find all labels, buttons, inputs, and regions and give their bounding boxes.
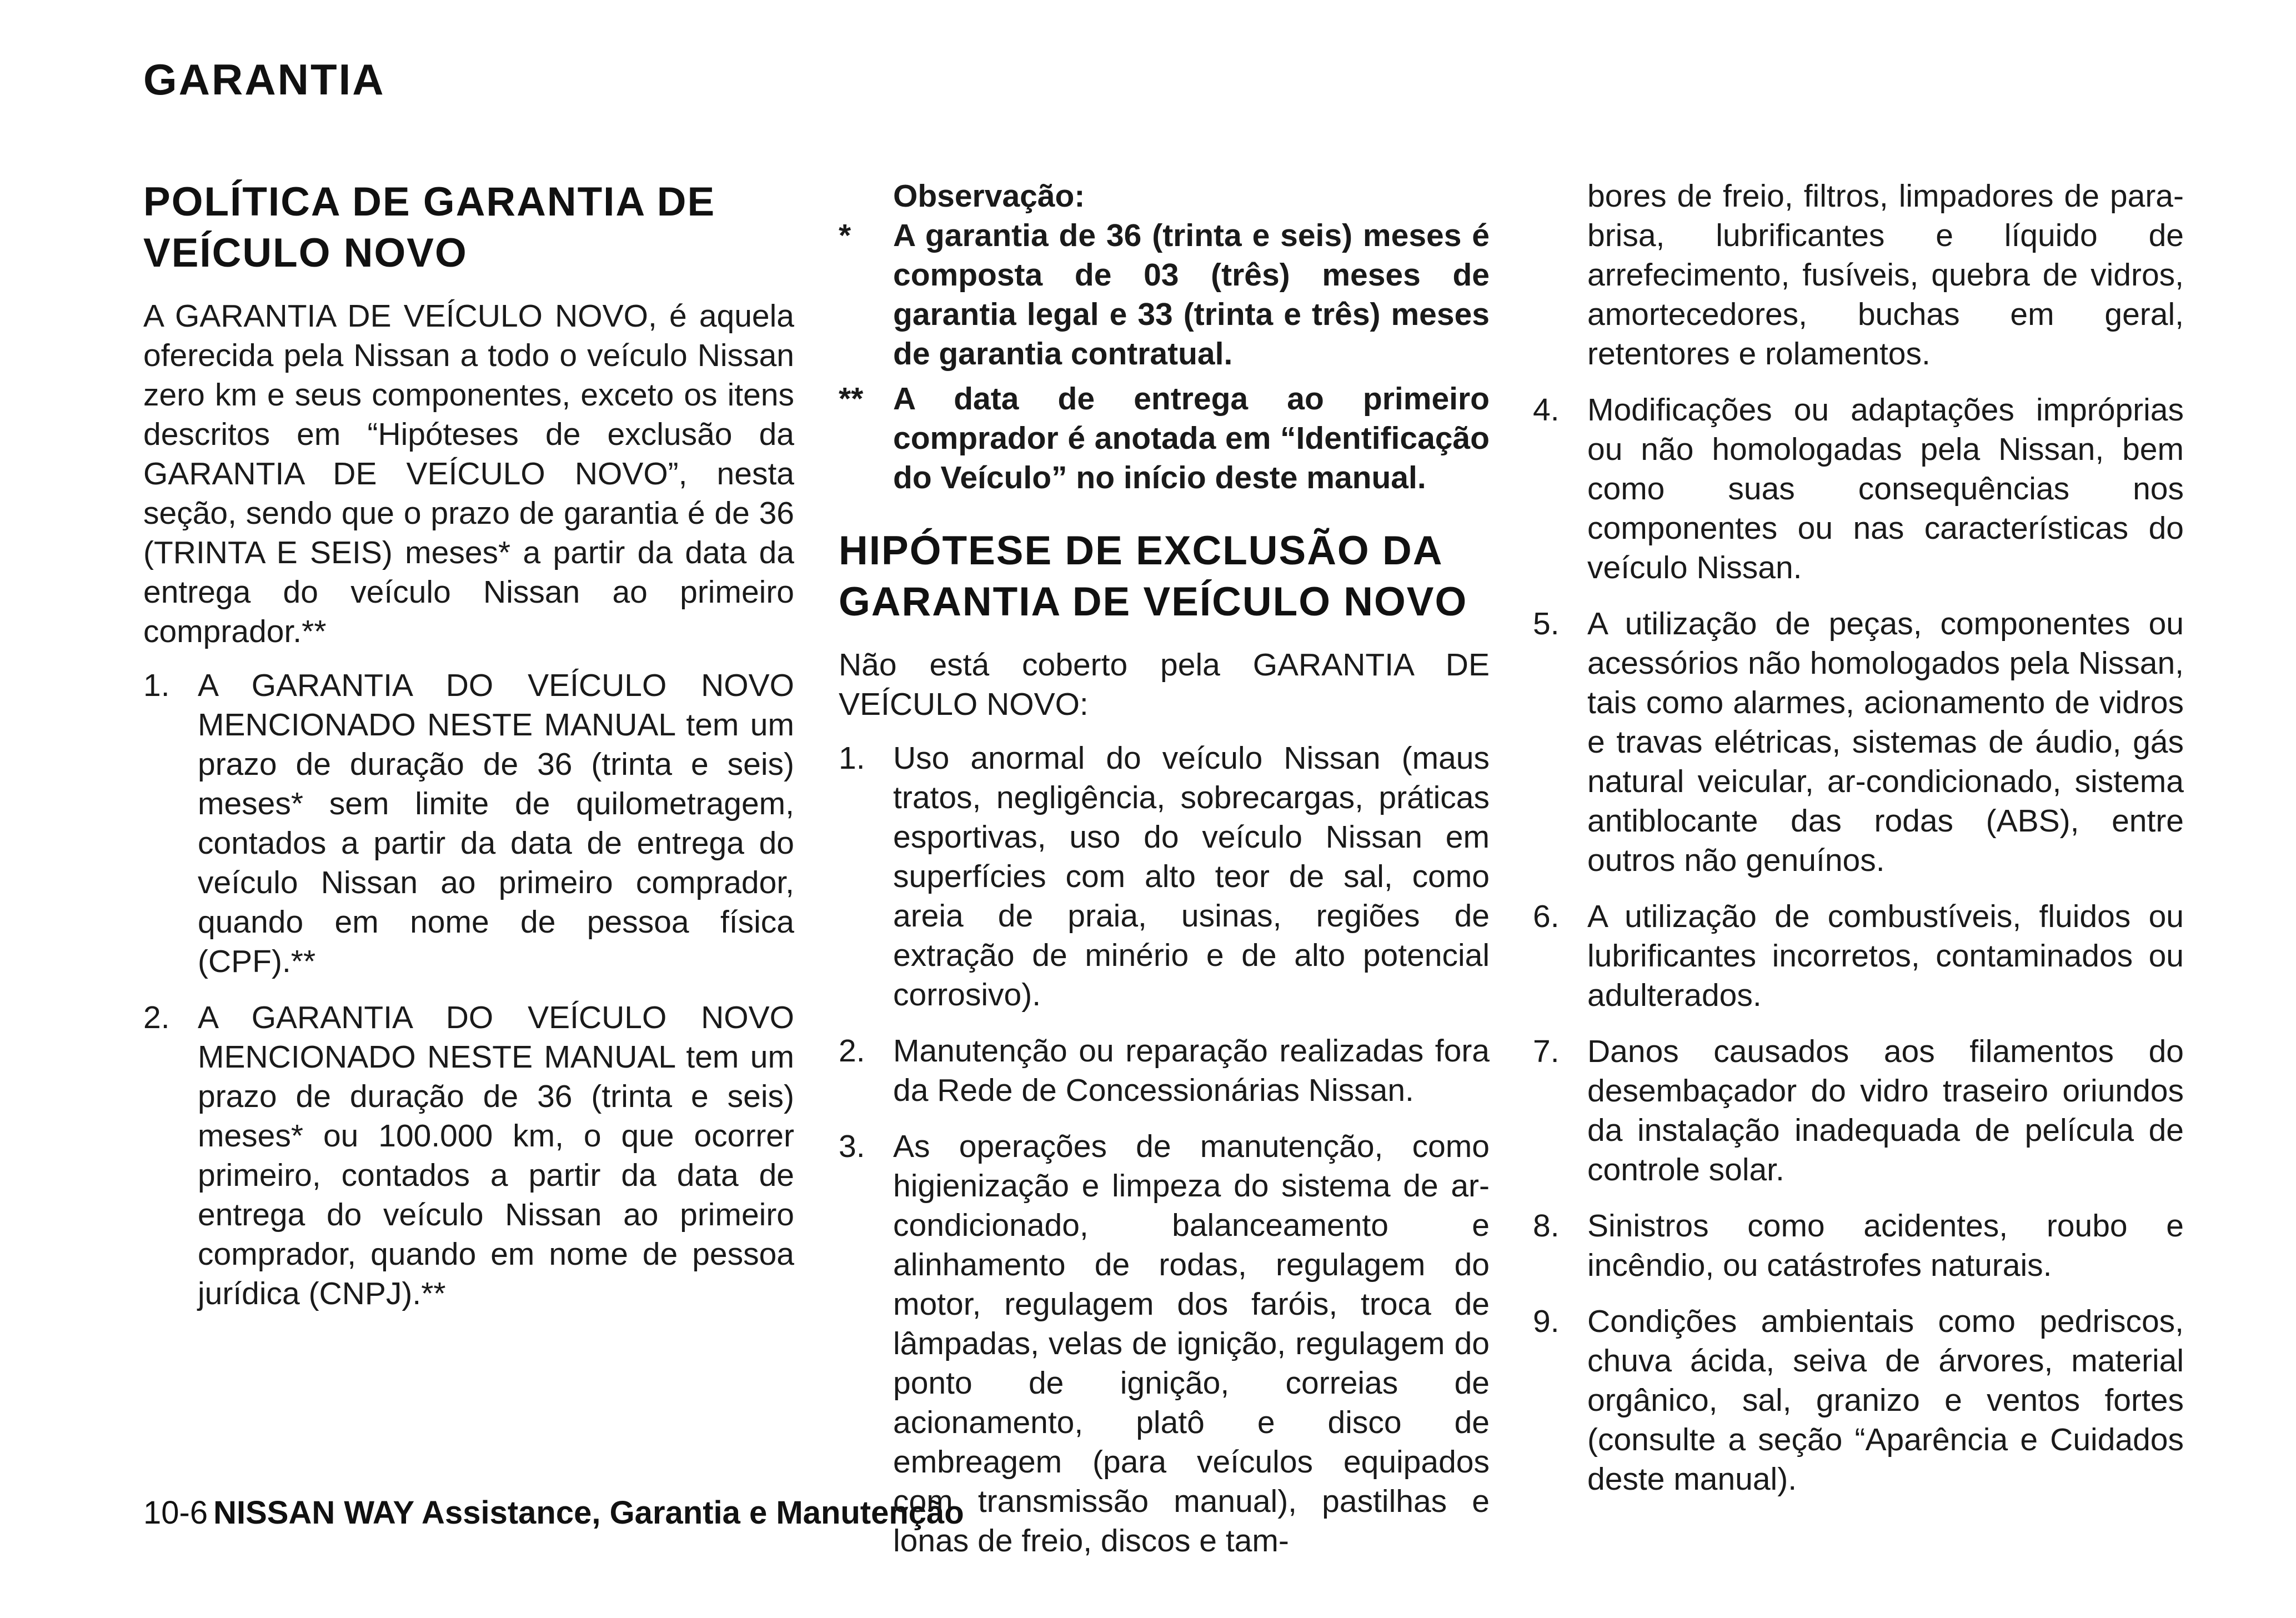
exclusion-heading: HIPÓTESE DE EXCLUSÃO DA GARANTIA DE VEÍCULO NOVO (839, 528, 1468, 624)
page-number: 10-6 (143, 1495, 208, 1531)
item-text: A utilização de combustíveis, fluidos ou lubrificantes incorretos, contaminados ou adulterados. (1587, 899, 2184, 1013)
item-text: Uso anormal do veículo Nissan (maus tratos, negligência, sobrecargas, práticas esportivas, uso do veículo Nissan em superfícies com alto teor de sal, como areia de praia, usinas, regiões de extração de minério e de alto potencial corrosivo). (893, 740, 1490, 1013)
item-number: 9. (1533, 1304, 1560, 1339)
item-number: 2. (839, 1033, 865, 1069)
list-item (839, 1031, 1490, 1110)
policy-intro: A GARANTIA DE VEÍCULO NOVO, é aquela oferecida pela Nissan a todo o veículo Nissan zero km e seus componentes, exceto os itens descritos em “Hipóteses de exclusão da GARANTIA DE VEÍCULO NOVO”, nesta seção, sendo que o prazo de garantia é de 36 (TRINTA E SEIS) meses* a partir da data da entrega do veículo Nissan ao primeiro comprador.** (143, 298, 794, 649)
list-item (1533, 1206, 2184, 1285)
item-number: 4. (1533, 392, 1560, 428)
note-text: A data de entrega ao primeiro comprador é anotada em “Identificação do Veículo” no início deste manual. (893, 381, 1490, 495)
column-1 (143, 177, 794, 1330)
list-item (143, 998, 794, 1314)
list-item (1533, 1302, 2184, 1499)
item-number: 8. (1533, 1208, 1560, 1244)
item-text: Sinistros como acidentes, roubo e incêndio, ou catástrofes naturais. (1587, 1208, 2184, 1283)
item-number: 1. (143, 668, 170, 703)
column-2 (839, 177, 1490, 1577)
list-item (1533, 390, 2184, 588)
list-item (143, 666, 794, 981)
column-3 (1533, 177, 2184, 1516)
note-item (839, 216, 1490, 374)
note-text: A garantia de 36 (trinta e seis) meses é composta de 03 (três) meses de garantia legal e 33 (trinta e três) meses de garantia contratual. (893, 218, 1490, 372)
list-item (1533, 1032, 2184, 1190)
item-text: Danos causados aos filamentos do desembaçador do vidro traseiro oriundos da instalação inadequada de película de controle solar. (1587, 1034, 2184, 1188)
policy-list (143, 666, 794, 1314)
list-item (1533, 897, 2184, 1015)
page-footer (143, 1494, 964, 1531)
note-mark: ** (839, 381, 864, 417)
item-text: A GARANTIA DO VEÍCULO NOVO MENCIONADO NESTE MANUAL tem um prazo de duração de 36 (trinta e seis) meses* ou 100.000 km, o que ocorrer primeiro, contados a partir da data de entrega do veículo Nissan ao primeiro comprador, quando em nome de pessoa jurídica (CNPJ).** (198, 1000, 794, 1311)
item-text: A GARANTIA DO VEÍCULO NOVO MENCIONADO NESTE MANUAL tem um prazo de duração de 36 (trinta e seis) meses* sem limite de quilometragem, contados a partir da data de entrega do veículo Nissan ao primeiro comprador, quando em nome de pessoa física (CPF).** (198, 668, 794, 979)
exclusion-list (839, 739, 1490, 1561)
item-number: 5. (1533, 606, 1560, 642)
item-number: 6. (1533, 899, 1560, 934)
item-text: Condições ambientais como pedriscos, chuva ácida, seiva de árvores, material orgânico, sal, granizo e ventos fortes (consulte a seção “Aparência e Cuidados deste manual). (1587, 1304, 2184, 1497)
notes-list (839, 216, 1490, 498)
item-number: 7. (1533, 1034, 1560, 1069)
policy-heading: POLÍTICA DE GARANTIA DE VEÍCULO NOVO (143, 179, 716, 275)
notes-title: Observação: (893, 178, 1085, 214)
item-text: As operações de manutenção, como higienização e limpeza do sistema de ar-condicionado, balanceamento e alinhamento de rodas, regulagem do motor, regulagem dos faróis, troca de lâmpadas, velas de ignição, regulagem do ponto de ignição, correias de acionamento, platô e disco de embreagem (para veículos equipados com transmissão manual), pastilhas e lonas de freio, discos e tam- (893, 1129, 1490, 1559)
exclusion-intro: Não está coberto pela GARANTIA DE VEÍCULO NOVO: (839, 647, 1490, 722)
item-text: A utilização de peças, componentes ou acessórios não homologados pela Nissan, tais como alarmes, acionamento de vidros e travas elétricas, sistemas de áudio, gás natural veicular, ar-condicionado, sistema antiblocante das rodas (ABS), entre outros não genuínos. (1587, 606, 2184, 878)
item-number: 3. (839, 1129, 865, 1164)
item-text: Manutenção ou reparação realizadas fora da Rede de Concessionárias Nissan. (893, 1033, 1490, 1108)
item-3-continued: bores de freio, filtros, limpadores de para-brisa, lubrificantes e líquido de arrefecimento, fusíveis, quebra de vidros, amortecedores, buchas em geral, retentores e rolamentos. (1587, 178, 2184, 372)
exclusion-list-continued (1533, 390, 2184, 1499)
list-item (839, 739, 1490, 1015)
item-text: Modificações ou adaptações impróprias ou não homologadas pela Nissan, bem como suas consequências nos componentes ou nas características do veículo Nissan. (1587, 392, 2184, 585)
note-mark: * (839, 218, 851, 253)
footer-title: NISSAN WAY Assistance, Garantia e Manutenção (213, 1495, 964, 1531)
note-item (839, 379, 1490, 498)
list-item (1533, 604, 2184, 880)
section-header: GARANTIA (143, 55, 385, 104)
item-number: 1. (839, 740, 865, 776)
item-number: 2. (143, 1000, 170, 1035)
